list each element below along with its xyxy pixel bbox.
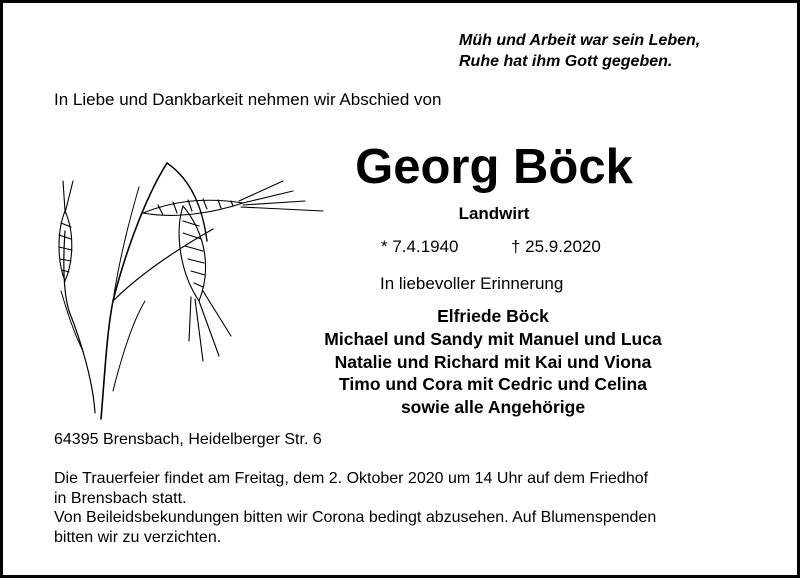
mourner-line: Timo und Cora mit Cedric und Celina — [339, 374, 647, 395]
intro-text: In Liebe und Dankbarkeit nehmen wir Abschied von — [54, 90, 442, 109]
mourner-line: sowie alle Angehörige — [400, 397, 586, 418]
death-date: † 25.9.2020 — [511, 237, 601, 256]
mourners-list — [253, 305, 733, 419]
motto-verse — [459, 30, 789, 72]
mourner-line: Michael und Sandy mit Manuel und Luca — [324, 328, 662, 349]
notice-line: Die Trauerfeier findet am Freitag, dem 2. Oktober 2020 um 14 Uhr auf dem Friedhof — [54, 470, 649, 487]
birth-date: * 7.4.1940 — [381, 237, 459, 256]
notice-line: in Brensbach statt. — [54, 489, 187, 507]
mourner-line: Elfriede Böck — [437, 306, 549, 326]
notice-line: Von Beileidsbekundungen bitten wir Corona bedingt abzusehen. Auf Blumenspenden — [54, 509, 657, 526]
motto-line-1: Müh und Arbeit war sein Leben, — [459, 32, 701, 49]
deceased-name: Georg Böck — [355, 140, 633, 194]
address-line: 64395 Brensbach, Heidelberger Str. 6 — [54, 431, 322, 448]
funeral-notice — [54, 469, 784, 547]
motto-line-2: Ruhe hat ihm Gott gegeben. — [459, 53, 673, 70]
memory-line: In liebevoller Erinnerung — [380, 274, 564, 293]
notice-line: bitten wir zu verzichten. — [54, 528, 222, 546]
deceased-occupation: Landwirt — [458, 204, 530, 223]
mourner-line: Natalie und Richard mit Kai und Viona — [334, 351, 652, 372]
